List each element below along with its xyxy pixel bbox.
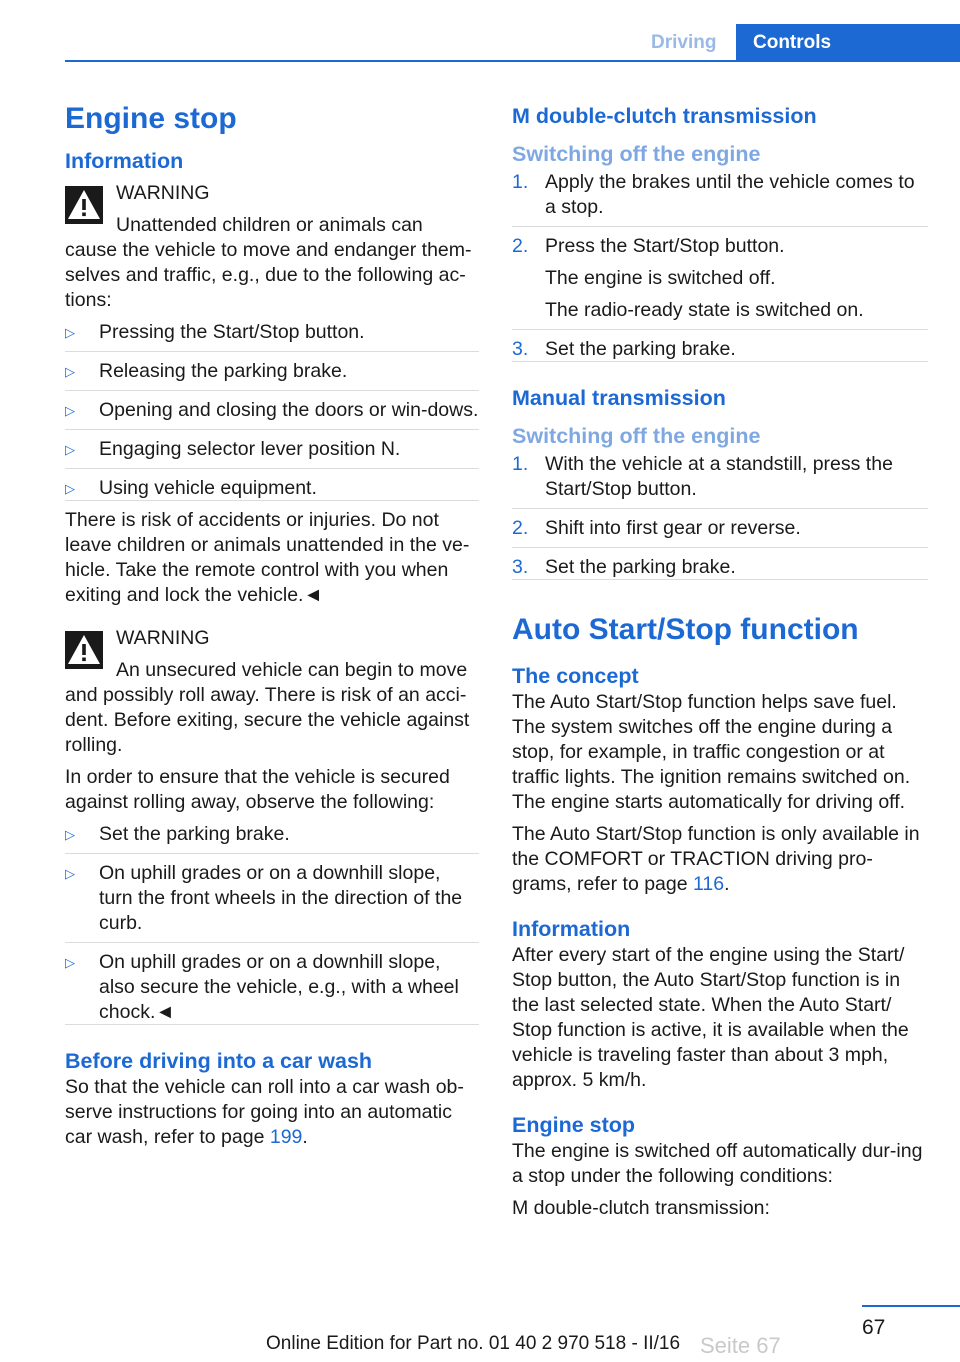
information-text: After every start of the engine using the Start/ Stop button, the Auto Start/Stop function is in the last selected state. When the Auto Start/ Stop function is active, it is available when the vehicle is traveling faster than about 3 mph, approx. 5 km/h. [512,944,909,1091]
warning-text-lead: Unattended children or animals can [116,214,423,236]
warning-list-1 [65,320,479,501]
heading-concept: The concept [512,664,639,688]
triangle-bullet-icon: ▷ [65,481,75,496]
title-auto-start-stop: Auto Start/Stop function [512,613,859,646]
engine-stop-dct-label: M double-clutch transmission: [512,1197,770,1219]
warning-list-2 [65,822,479,1025]
concept-text: The Auto Start/Stop function helps save fuel. The system switches off the engine during a stop, for example, in traffic congestion or at traffic lights. The ignition remains switched on. The engine starts automatically for driving off. [512,691,911,813]
list-item: 1. Apply the brakes until the vehicle comes to a stop. [512,170,928,227]
car-wash-text: So that the vehicle can roll into a car wash ob-serve instructions for going into an automatic car wash, refer to page 199. [65,1076,464,1148]
list-item: 2. Press the Start/Stop button. The engine is switched off. The radio-ready state is switched on. [512,234,928,330]
availability-text: The Auto Start/Stop function is only available in the COMFORT or TRACTION driving pro-grams, refer to page 116. [512,823,920,895]
footer-rule [862,1305,960,1307]
warning-icon [65,186,103,224]
list-item: 2. Shift into first gear or reverse. [512,516,928,548]
list-item: ▷ Releasing the parking brake. [65,359,479,391]
list-item: 3. Set the parking brake. [512,555,928,580]
warning-icon [65,631,103,669]
list-item: ▷ Pressing the Start/Stop button. [65,320,479,352]
heading-manual: Manual transmission [512,386,726,410]
triangle-bullet-icon: ▷ [65,955,75,970]
page-reference-link[interactable]: 116 [693,873,725,895]
heading-engine-stop-right: Engine stop [512,1113,636,1137]
triangle-bullet-icon: ▷ [65,364,75,379]
page-number: 67 [862,1316,886,1339]
list-item: ▷ On uphill grades or on a downhill slope, also secure the vehicle, e.g., with a wheel chock.◄ [65,950,479,1025]
page-title-engine-stop: Engine stop [65,102,237,135]
warning-block-2 [65,626,479,758]
warning-consequence: There is risk of accidents or injuries. Do not leave children or animals unattended in the ve-hicle. Take the remote control with you when exiting and lock the vehicle.◄ [65,509,470,606]
section-tab-driving[interactable]: Driving [651,32,717,53]
list-item: ▷ Engaging selector lever position N. [65,437,479,469]
list-item: ▷ Opening and closing the doors or win-dows. [65,398,479,430]
list-item: ▷ On uphill grades or on a downhill slope, turn the front wheels in the direction of the curb. [65,861,479,943]
warning-text-lead: An unsecured vehicle can begin to move [116,659,468,681]
heading-dct: M double-clutch transmission [512,104,817,128]
list-item: 1. With the vehicle at a standstill, press the Start/Stop button. [512,452,928,509]
warning-title: WARNING [116,627,210,649]
heading-car-wash: Before driving into a car wash [65,1049,373,1073]
engine-stop-text: The engine is switched off automatically dur-ing a stop under the following conditions: [512,1140,923,1187]
securing-intro: In order to ensure that the vehicle is secured against rolling away, observe the following: [65,766,450,813]
section-tab-controls[interactable]: Controls [736,24,960,61]
header-rule [65,60,960,62]
warning-text: cause the vehicle to move and endanger them-selves and traffic, e.g., due to the following ac-tions: [65,239,472,311]
left-column [65,96,479,1157]
triangle-bullet-icon: ▷ [65,403,75,418]
footer-watermark: Seite 67 [700,1333,781,1358]
page-reference-link[interactable]: 199 [269,1126,303,1148]
triangle-bullet-icon: ▷ [65,442,75,457]
right-column [512,96,928,1228]
warning-title: WARNING [116,182,210,204]
triangle-bullet-icon: ▷ [65,325,75,340]
list-item: ▷ Set the parking brake. [65,822,479,854]
manual-steps [512,452,928,580]
triangle-bullet-icon: ▷ [65,827,75,842]
dct-steps [512,170,928,362]
warning-block-1 [65,181,479,313]
list-item: 3. Set the parking brake. [512,337,928,362]
subheading-switch-off-dct: Switching off the engine [512,142,761,166]
heading-information-right: Information [512,917,631,941]
footer-edition: Online Edition for Part no. 01 40 2 970 518 - II/16 [266,1333,681,1354]
list-item: ▷ Using vehicle equipment. [65,476,479,501]
heading-information: Information [65,149,184,173]
warning-text: and possibly roll away. There is risk of an acci-dent. Before exiting, secure the vehicle against rolling. [65,684,470,756]
triangle-bullet-icon: ▷ [65,866,75,881]
page-header [0,0,960,62]
subheading-switch-off-manual: Switching off the engine [512,424,761,448]
